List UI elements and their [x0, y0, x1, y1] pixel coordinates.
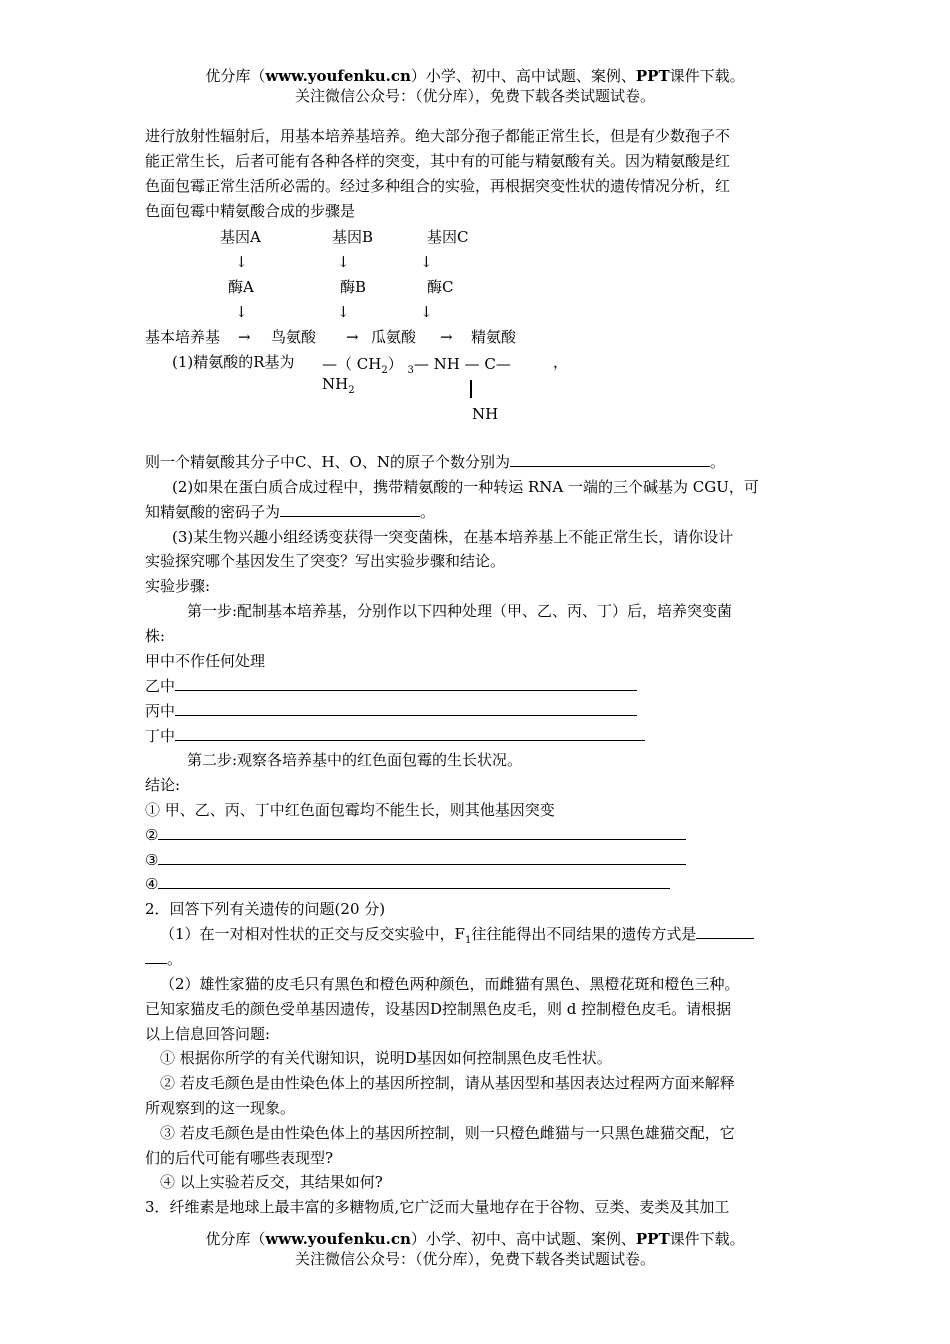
conclusion-title: 结论: — [145, 776, 181, 794]
formula-part: ） — [387, 355, 403, 373]
intro-line: 进行放射性辐射后，用基本培养基培养。绝大部分孢子都能正常生长，但是有少数孢子不 — [145, 127, 731, 145]
section2-p2: 以上信息回答问题: — [145, 1025, 271, 1043]
q1-r-label: (1)精氨酸的R基为 — [172, 353, 295, 371]
enzyme-b-label: 酶B — [340, 278, 367, 296]
chain-basic-medium: 基本培养基 — [145, 328, 221, 346]
answer-blank[interactable] — [175, 726, 645, 741]
formula-part: —（ CH — [322, 355, 382, 373]
down-arrow: ↓ — [337, 303, 350, 321]
answer-blank[interactable] — [158, 850, 686, 865]
formula-sub: 2 — [348, 385, 355, 396]
enzyme-c-label: 酶C — [427, 278, 454, 296]
q1-atoms-question — [145, 452, 725, 472]
section2-p2: 已知家猫皮毛的颜色受单基因遗传，设基因D控制黑色皮毛，则 d 控制橙色皮毛。请根据 — [145, 1000, 732, 1018]
formula-part: — NH — C— — [413, 355, 511, 373]
conclusion-4 — [145, 874, 670, 894]
section2-item4: ④ 以上实验若反交，其结果如何? — [160, 1173, 383, 1191]
nh-label: NH — [472, 405, 499, 423]
section2-item2: 所观察到的这一现象。 — [145, 1099, 296, 1117]
down-arrow: ↓ — [235, 303, 248, 321]
answer-blank[interactable] — [158, 825, 686, 840]
q2-line: (2)如果在蛋白质合成过程中，携带精氨酸的一种转运 RNA 一端的三个碱基为 CGU，可 — [172, 478, 759, 496]
conclusion-number: ③ — [145, 851, 159, 869]
question-text: 知精氨酸的密码子为 — [145, 503, 281, 521]
down-arrow: ↓ — [420, 253, 433, 271]
step1-line: 第一步:配制基本培养基，分别作以下四种处理（甲、乙、丙、丁）后，培养突变菌 — [187, 602, 733, 620]
gene-a-label: 基因A — [220, 228, 261, 246]
intro-line: 色面包霉中精氨酸合成的步骤是 — [145, 202, 356, 220]
q2-line — [145, 502, 435, 522]
page-footer-line1 — [0, 1229, 950, 1249]
section2-item3: 们的后代可能有哪些表现型? — [145, 1149, 334, 1167]
double-bond-line — [470, 380, 472, 398]
chain-arrow: → — [346, 328, 359, 346]
conclusion-3 — [145, 850, 686, 870]
formula-comma: ， — [553, 353, 569, 371]
period: 。 — [167, 950, 183, 968]
treatment-ding — [145, 726, 645, 746]
page-footer-line2: 关注微信公众号：（优分库），免费下载各类试题试卷。 — [294, 1250, 655, 1268]
treatment-label: 丁中 — [145, 727, 176, 745]
step2-line: 第二步:观察各培养基中的红色面包霉的生长状况。 — [187, 751, 523, 769]
treatment-yi — [145, 676, 637, 696]
intro-line: 色面包霉正常生活所必需的。经过多种组合的实验，再根据突变性状的遗传情况分析，红 — [145, 177, 731, 195]
question-text: 则一个精氨酸其分子中C、H、O、N的原子个数分别为 — [145, 453, 510, 471]
period: 。 — [420, 503, 436, 521]
section2-p1 — [160, 924, 754, 951]
conclusion-number: ④ — [145, 875, 159, 893]
treatment-label: 丙中 — [145, 702, 176, 720]
footer-ppt: PPT — [635, 1230, 670, 1248]
section2-title: 2．回答下列有关遗传的问题(20 分) — [145, 900, 386, 918]
chain-arginine: 精氨酸 — [471, 328, 517, 346]
chain-ornithine: 鸟氨酸 — [271, 328, 317, 346]
question-text: （1）在一对相对性状的正交与反交实验中，F — [160, 925, 465, 943]
section2-p1-cont — [145, 949, 182, 969]
down-arrow: ↓ — [420, 303, 433, 321]
formula-sub: 3 — [407, 365, 414, 376]
conclusion-1: ① 甲、乙、丙、丁中红色面包霉均不能生长，则其他基因突变 — [145, 801, 555, 819]
footer-mid: ）小学、初中、高中试题、案例、 — [410, 1230, 636, 1248]
answer-blank[interactable] — [158, 874, 670, 889]
formula-part: NH — [322, 375, 349, 393]
section2-p2: （2）雄性家猫的皮毛只有黑色和橙色两种颜色，而雌猫有黑色、黑橙花斑和橙色三种。 — [160, 975, 740, 993]
answer-blank[interactable] — [145, 949, 167, 964]
subscript: 1 — [464, 935, 472, 946]
chain-arrow: → — [440, 328, 453, 346]
gene-b-label: 基因B — [332, 228, 374, 246]
q3-line: 实验探究哪个基因发生了突变？写出实验步骤和结论。 — [145, 552, 506, 570]
step1-line: 株: — [145, 627, 166, 645]
q3-line: (3)某生物兴趣小组经诱变获得一突变菌株，在基本培养基上不能正常生长，请你设计 — [172, 528, 734, 546]
treatment-jia: 甲中不作任何处理 — [145, 652, 266, 670]
intro-line: 能正常生长，后者可能有各种各样的突变，其中有的可能与精氨酸有关。因为精氨酸是红 — [145, 152, 731, 170]
section3-line: 3．纤维素是地球上最丰富的多糖物质,它广泛而大量地存在于谷物、豆类、麦类及其加工 — [145, 1198, 730, 1216]
down-arrow: ↓ — [337, 253, 350, 271]
conclusion-number: ② — [145, 826, 159, 844]
footer-suffix: 课件下载。 — [669, 1230, 745, 1248]
treatment-bing — [145, 701, 637, 721]
formula-sub: 2 — [381, 365, 388, 376]
footer-site: www.youfenku.cn — [265, 1230, 411, 1248]
nh2-label — [322, 374, 355, 401]
header-suffix: 课件下载。 — [669, 67, 745, 85]
header-prefix: 优分库（ — [205, 67, 266, 85]
chain-arrow: → — [238, 328, 251, 346]
header-ppt: PPT — [635, 67, 670, 85]
answer-blank[interactable] — [280, 502, 420, 517]
treatment-label: 乙中 — [145, 677, 176, 695]
chain-citrulline: 瓜氨酸 — [371, 328, 417, 346]
enzyme-a-label: 酶A — [228, 278, 254, 296]
answer-blank[interactable] — [696, 924, 754, 939]
question-text: 往往能得出不同结果的遗传方式是 — [471, 925, 697, 943]
conclusion-2 — [145, 825, 686, 845]
header-site: www.youfenku.cn — [265, 67, 411, 85]
page-header-line1 — [0, 66, 950, 86]
period: 。 — [709, 453, 725, 471]
section2-item1: ① 根据你所学的有关代谢知识，说明D基因如何控制黑色皮毛性状。 — [160, 1049, 612, 1067]
section2-item2: ② 若皮毛颜色是由性染色体上的基因所控制，请从基因型和基因表达过程两方面来解释 — [160, 1074, 735, 1092]
down-arrow: ↓ — [235, 253, 248, 271]
gene-c-label: 基因C — [427, 228, 469, 246]
answer-blank[interactable] — [510, 452, 710, 467]
section2-item3: ③ 若皮毛颜色是由性染色体上的基因所控制，则一只橙色雌猫与一只黑色雄猫交配，它 — [160, 1124, 735, 1142]
steps-title: 实验步骤: — [145, 577, 211, 595]
header-mid: ）小学、初中、高中试题、案例、 — [410, 67, 636, 85]
footer-prefix: 优分库（ — [205, 1230, 266, 1248]
answer-blank[interactable] — [175, 701, 637, 716]
page-header-line2: 关注微信公众号：（优分库），免费下载各类试题试卷。 — [294, 87, 655, 105]
answer-blank[interactable] — [175, 676, 637, 691]
